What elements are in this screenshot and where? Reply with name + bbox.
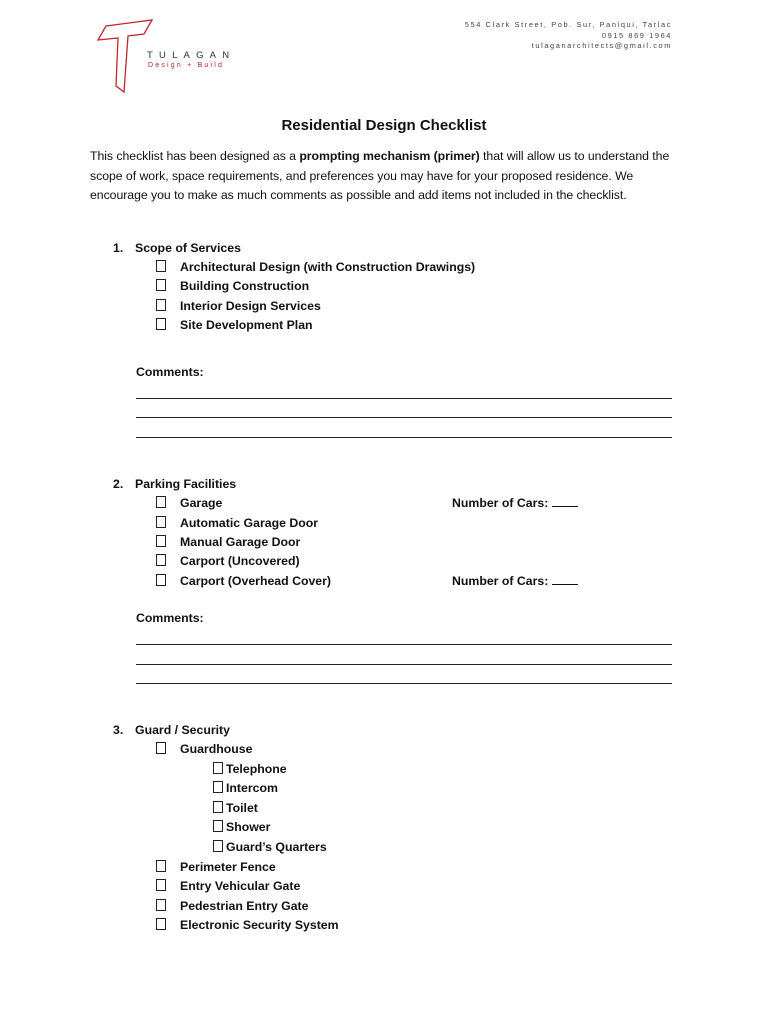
checkbox-icon[interactable] — [156, 279, 166, 291]
item-label: Electronic Security System — [180, 918, 339, 932]
section-2-heading — [113, 477, 236, 491]
checkbox-icon[interactable] — [156, 260, 166, 272]
checkbox-icon[interactable] — [156, 516, 166, 528]
checkbox-icon[interactable] — [213, 781, 223, 793]
subitem-label: Intercom — [226, 781, 278, 795]
subitem-label: Guard’s Quarters — [226, 840, 327, 854]
checkbox-icon[interactable] — [213, 820, 223, 832]
subitem-label: Telephone — [226, 762, 287, 776]
checkbox-icon[interactable] — [156, 574, 166, 586]
comment-line[interactable] — [136, 398, 672, 399]
comment-line[interactable] — [136, 417, 672, 418]
checklist-item[interactable] — [156, 535, 300, 549]
comment-line[interactable] — [136, 683, 672, 684]
checkbox-icon[interactable] — [213, 840, 223, 852]
item-label: Carport (Overhead Cover) — [180, 574, 332, 588]
checklist-subitem[interactable] — [213, 801, 258, 815]
checklist-subitem[interactable] — [213, 820, 270, 834]
checklist-item[interactable] — [156, 554, 300, 568]
checkbox-icon[interactable] — [156, 496, 166, 508]
item-label: Entry Vehicular Gate — [180, 879, 301, 893]
cars-label: Number of Cars: — [452, 496, 549, 510]
checklist-item[interactable] — [156, 516, 318, 530]
checklist-item[interactable] — [156, 279, 309, 293]
cars-label: Number of Cars: — [452, 574, 549, 588]
checklist-item[interactable] — [156, 496, 222, 510]
contact-block — [465, 20, 672, 52]
checkbox-icon[interactable] — [213, 762, 223, 774]
item-label: Automatic Garage Door — [180, 516, 319, 530]
subitem-label: Toilet — [226, 801, 258, 815]
comment-line[interactable] — [136, 664, 672, 665]
intro-text-part2: that will allow us to understand the scope of work, space requirements, and preferences you may have for your proposed residence. We encourage you to make as much comments as possible and add items not included in the checklist. — [90, 149, 670, 202]
checkbox-icon[interactable] — [156, 879, 166, 891]
checkbox-icon[interactable] — [156, 535, 166, 547]
intro-text-part1: This checklist has been designed as a — [90, 149, 300, 163]
brand-name: TULAGAN — [147, 50, 236, 61]
item-label: Building Construction — [180, 279, 310, 293]
item-label: Perimeter Fence — [180, 860, 276, 874]
checkbox-icon[interactable] — [213, 801, 223, 813]
checklist-item[interactable] — [156, 860, 276, 874]
intro-text-bold: prompting mechanism (primer) — [299, 149, 480, 163]
checkbox-icon[interactable] — [156, 318, 166, 330]
subitem-label: Shower — [226, 820, 271, 834]
page-title: Residential Design Checklist — [281, 117, 487, 134]
intro-paragraph — [90, 147, 680, 206]
number-of-cars-field[interactable] — [452, 574, 578, 588]
checklist-item[interactable] — [156, 879, 300, 893]
section-3-heading — [113, 723, 230, 737]
checklist-subitem[interactable] — [213, 762, 287, 776]
comment-line[interactable] — [136, 644, 672, 645]
item-label: Manual Garage Door — [180, 535, 301, 549]
checkbox-icon[interactable] — [156, 742, 166, 754]
section-title: Guard / Security — [135, 723, 230, 737]
item-label: Guardhouse — [180, 742, 253, 756]
item-label: Site Development Plan — [180, 318, 313, 332]
checklist-item[interactable] — [156, 260, 475, 274]
brand-tagline: Design + Build — [148, 62, 225, 69]
item-label: Carport (Uncovered) — [180, 554, 300, 568]
item-label: Interior Design Services — [180, 299, 321, 313]
checklist-subitem[interactable] — [213, 840, 327, 854]
section-number: 1. — [113, 241, 124, 255]
checkbox-icon[interactable] — [156, 860, 166, 872]
item-label: Garage — [180, 496, 223, 510]
address-text: 554 Clark Street, Pob. Sur, Paniqui, Tarlac — [464, 20, 672, 29]
checklist-item[interactable] — [156, 318, 313, 332]
item-label: Pedestrian Entry Gate — [180, 899, 309, 913]
cars-blank[interactable] — [552, 496, 578, 507]
section-title: Scope of Services — [135, 241, 241, 255]
checkbox-icon[interactable] — [156, 899, 166, 911]
checkbox-icon[interactable] — [156, 918, 166, 930]
checkbox-icon[interactable] — [156, 299, 166, 311]
checklist-subitem[interactable] — [213, 781, 278, 795]
checklist-item[interactable] — [156, 899, 308, 913]
section-number: 3. — [113, 723, 124, 737]
comments-label: Comments: — [136, 365, 204, 379]
checklist-item[interactable] — [156, 742, 252, 756]
checklist-item[interactable] — [156, 574, 331, 588]
phone-text: 0915 869 1964 — [601, 30, 672, 40]
section-number: 2. — [113, 477, 124, 491]
comment-line[interactable] — [136, 437, 672, 438]
checklist-item[interactable] — [156, 918, 339, 932]
item-label: Architectural Design (with Construction Drawings) — [180, 260, 476, 274]
checklist-item[interactable] — [156, 299, 321, 313]
section-title: Parking Facilities — [135, 477, 237, 491]
cars-blank[interactable] — [552, 574, 578, 585]
comments-label: Comments: — [136, 611, 204, 625]
number-of-cars-field[interactable] — [452, 496, 578, 510]
checkbox-icon[interactable] — [156, 554, 166, 566]
email-text: tulaganarchitects@gmail.com — [531, 41, 672, 50]
section-1-heading — [113, 241, 241, 255]
